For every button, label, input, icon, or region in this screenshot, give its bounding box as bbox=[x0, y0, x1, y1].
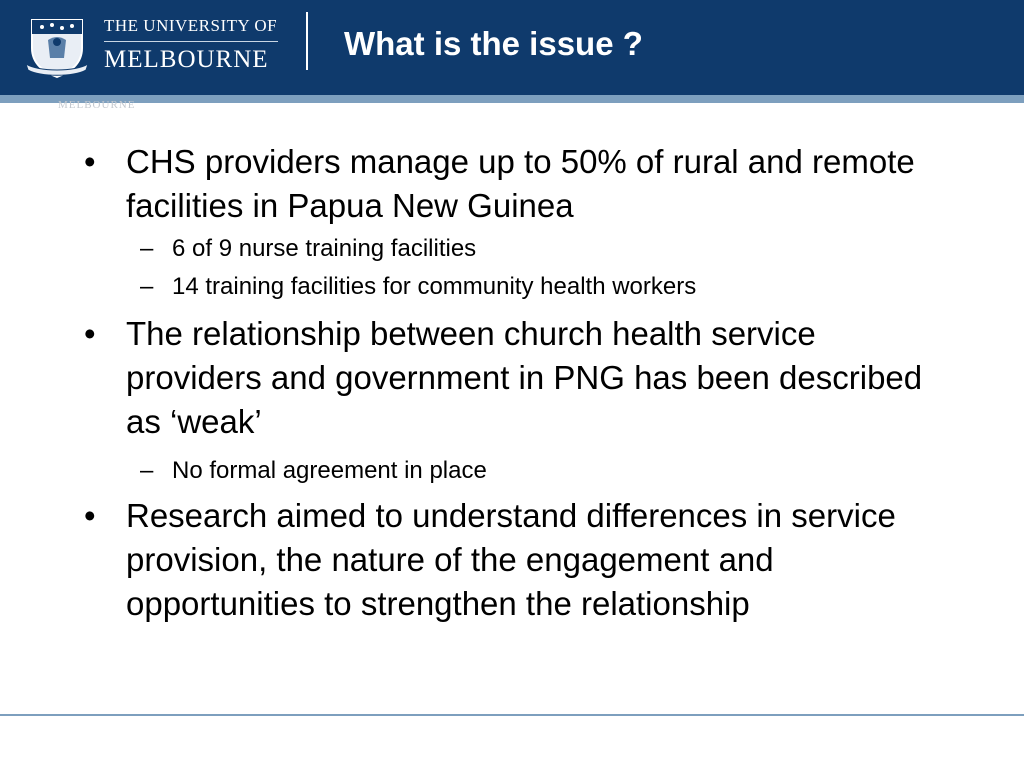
sub-bullet-item bbox=[126, 452, 944, 490]
slide-title: What is the issue ? bbox=[344, 25, 643, 62]
bullet-item bbox=[84, 140, 944, 306]
sub-bullet-text: 14 training facilities for community health workers bbox=[172, 273, 697, 300]
footer-rule bbox=[0, 714, 1024, 716]
dash-symbol: – bbox=[140, 235, 154, 262]
wordmark-rule bbox=[104, 41, 278, 42]
slide-header bbox=[0, 0, 1024, 95]
sub-bullet-text: No formal agreement in place bbox=[172, 457, 487, 484]
sub-bullet-list bbox=[126, 452, 944, 490]
university-crest-icon bbox=[24, 14, 90, 80]
bullet-item bbox=[84, 312, 944, 490]
university-wordmark bbox=[104, 14, 282, 80]
bullet-text: Research aimed to understand differences in service provision, the nature of the engagement and opportunities to strengthen the relationship bbox=[126, 497, 896, 622]
wordmark-line-2: MELBOURNE bbox=[104, 46, 269, 73]
dash-symbol: – bbox=[140, 273, 154, 300]
bullet-symbol: • bbox=[84, 497, 96, 534]
wordmark-line-1: THE UNIVERSITY OF bbox=[104, 16, 278, 35]
sub-bullet-item bbox=[126, 230, 944, 268]
sub-bullet-list bbox=[126, 230, 944, 306]
bullet-symbol: • bbox=[84, 143, 96, 180]
header-stripe bbox=[0, 95, 1024, 103]
bullet-list bbox=[84, 140, 944, 626]
ghost-wordmark: MELBOURNE bbox=[58, 99, 136, 111]
dash-symbol: – bbox=[140, 457, 154, 484]
sub-bullet-text: 6 of 9 nurse training facilities bbox=[172, 235, 477, 262]
bullet-text: The relationship between church health service providers and government in PNG has been described as ‘weak’ bbox=[126, 315, 923, 440]
header-divider bbox=[306, 12, 308, 70]
bullet-item bbox=[84, 494, 944, 626]
bullet-text: CHS providers manage up to 50% of rural and remote facilities in Papua New Guinea bbox=[126, 143, 915, 224]
bullet-symbol: • bbox=[84, 315, 96, 352]
sub-bullet-item bbox=[126, 268, 944, 306]
